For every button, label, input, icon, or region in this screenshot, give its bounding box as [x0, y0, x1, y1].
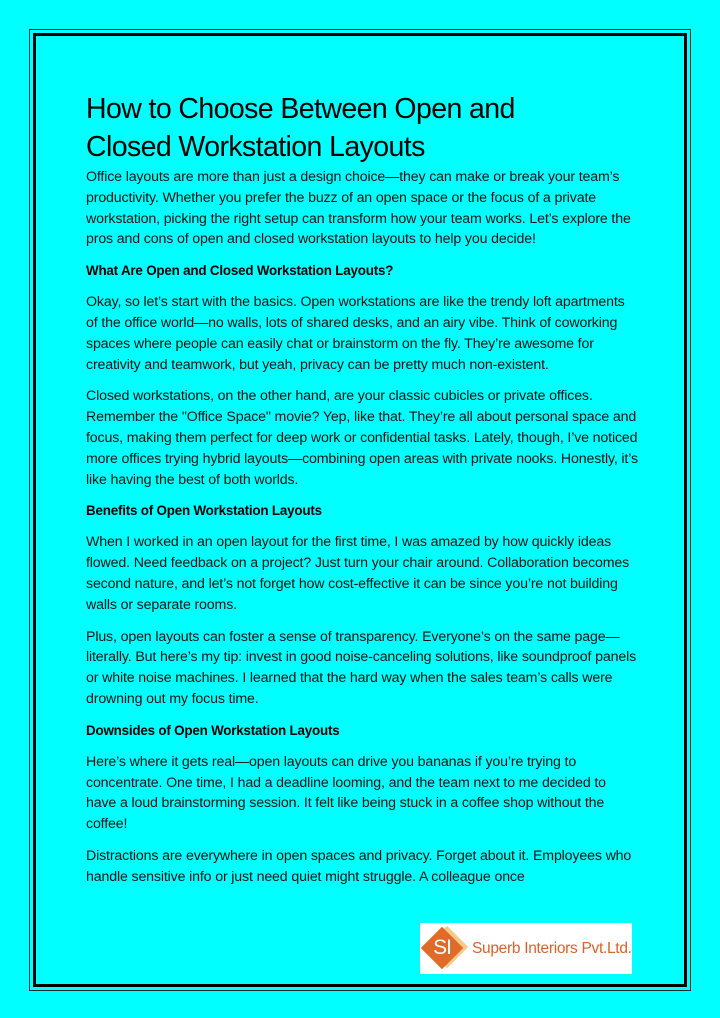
paragraph: Plus, open layouts can foster a sense of transparency. Everyone’s on the same page—literally. But here’s my tip: invest in good noise-canceling solutions, like soundproof panels or white noise machines. I learned that the hard way when the sales team’s calls were drowning out my focus time.: [86, 628, 637, 707]
company-logo: [420, 923, 632, 974]
article-title: [86, 90, 638, 166]
title-line-1: How to Choose Between Open and: [86, 93, 515, 125]
section-heading-benefits: Benefits of Open Workstation Layouts: [86, 503, 322, 519]
paragraph: Closed workstations, on the other hand, are your classic cubicles or private offices. Remember the "Office Space" movie? Yep, like that. They’re all about personal space and focus, making them perfect for deep work or confidential tasks. Lately, though, I’ve noticed more offices trying hybrid layouts—combining open areas with private nooks. Honestly, it’s like having the best of both worlds.: [86, 388, 638, 488]
section-heading-what-are: What Are Open and Closed Workstation Layouts?: [86, 263, 394, 279]
logo-company-name: Superb Interiors Pvt.Ltd.: [472, 939, 632, 957]
article: [86, 90, 638, 899]
title-line-2: Closed Workstation Layouts: [86, 131, 425, 163]
intro-paragraph: Office layouts are more than just a design choice—they can make or break your team’s productivity. Whether you prefer the buzz of an open space or the focus of a private workstation, picking the right setup can transform how your team works. Let’s explore the pros and cons of open and closed workstation layouts to help you decide!: [86, 169, 631, 248]
logo-initials: SI: [433, 935, 451, 959]
paragraph: Okay, so let’s start with the basics. Open workstations are like the trendy loft apartments of the office world—no walls, lots of shared desks, and an airy vibe. Think of coworking spaces where people can easily chat or brainstorm on the fly. They’re awesome for creativity and teamwork, but yeah, privacy can be pretty much non-existent.: [86, 294, 625, 373]
paragraph: When I worked in an open layout for the first time, I was amazed by how quickly ideas flowed. Need feedback on a project? Just turn your chair around. Collaboration becomes second nature, and let’s not forget how cost-effective it can be since you’re not building walls or separate rooms.: [86, 534, 630, 613]
section-heading-downsides: Downsides of Open Workstation Layouts: [86, 722, 340, 738]
diamond-logo-icon: [422, 926, 468, 972]
paragraph: Distractions are everywhere in open spaces and privacy. Forget about it. Employees who handle sensitive info or just need quiet might struggle. A colleague once: [86, 847, 632, 885]
paragraph: Here’s where it gets real—open layouts can drive you bananas if you’re trying to concentrate. One time, I had a deadline looming, and the team next to me decided to have a loud brainstorming session. It felt like being stuck in a coffee shop without the coffee!: [86, 753, 606, 833]
